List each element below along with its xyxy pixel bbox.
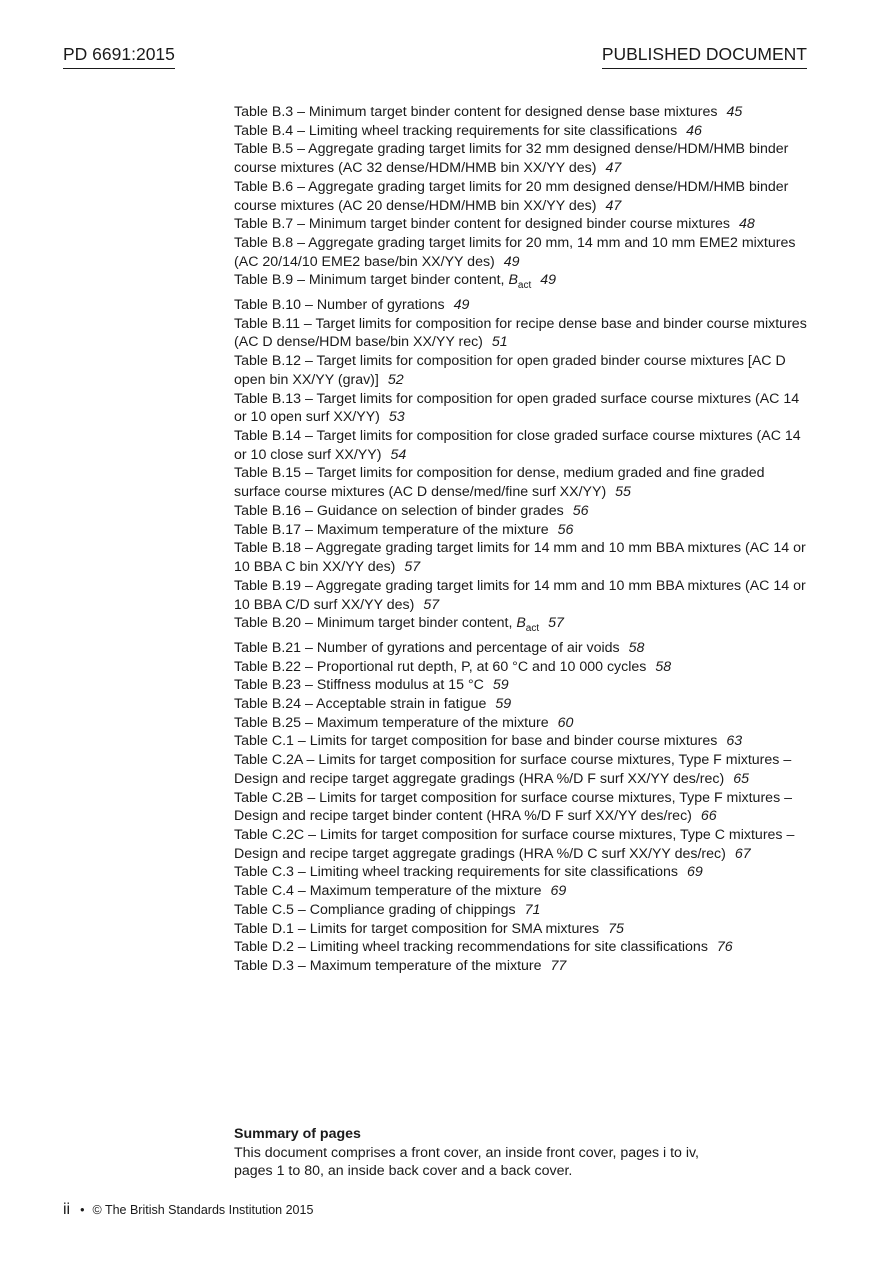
toc-entry-title: Table B.23 – Stiffness modulus at 15 °C bbox=[234, 677, 484, 694]
toc-page-number[interactable]: 67 bbox=[734, 845, 751, 862]
toc-entry-title: Table B.17 – Maximum temperature of the mixture bbox=[234, 521, 549, 538]
toc-page-number[interactable]: 53 bbox=[388, 409, 405, 426]
toc-entry[interactable] bbox=[234, 103, 814, 122]
toc-entry[interactable] bbox=[234, 789, 814, 826]
toc-page-number[interactable]: 57 bbox=[404, 559, 421, 576]
toc-entry-title: Table B.4 – Limiting wheel tracking requirements for site classifications bbox=[234, 122, 678, 139]
toc-entry-title: Table B.19 – Aggregate grading target limits for 14 mm and 10 mm BBA mixtures (AC 14 or 10 BBA C/D surf XX/YY des) bbox=[234, 577, 806, 613]
toc-page-number[interactable]: 51 bbox=[491, 334, 508, 351]
toc-page-number[interactable]: 71 bbox=[524, 901, 541, 918]
toc-entry-title: Table C.1 – Limits for target composition for base and binder course mixtures bbox=[234, 733, 718, 750]
toc-page-number[interactable]: 46 bbox=[686, 122, 702, 139]
table-of-contents-list bbox=[234, 103, 814, 976]
toc-entry-title: Table B.12 – Target limits for composition for open graded binder course mixtures [AC D open bin XX/YY (grav)] bbox=[234, 353, 786, 388]
toc-page-number[interactable]: 49 bbox=[453, 297, 470, 314]
toc-entry-title: Table C.2B – Limits for target composition for surface course mixtures, Type F mixtures – Design and recipe target binder content (HRA %/D F surf XX/YY des/rec) bbox=[234, 789, 792, 825]
toc-entry-title: Table C.4 – Maximum temperature of the mixture bbox=[234, 883, 542, 900]
toc-page-number[interactable]: 59 bbox=[492, 677, 509, 694]
toc-entry-title: Table B.13 – Target limits for composition for open graded surface course mixtures (AC 14 or 10 open surf XX/YY) bbox=[234, 390, 800, 426]
toc-entry-title: Table B.20 – Minimum target binder content, bbox=[234, 615, 517, 632]
toc-entry-title: Table C.2A – Limits for target composition for surface course mixtures, Type F mixtures – Design and recipe target aggregate gradings (HRA %/D F surf XX/YY des/rec) bbox=[234, 752, 792, 787]
toc-entry[interactable] bbox=[234, 521, 814, 540]
toc-entry[interactable] bbox=[234, 957, 814, 976]
toc-entry-title: Table B.25 – Maximum temperature of the mixture bbox=[234, 714, 549, 731]
toc-page-number[interactable]: 75 bbox=[608, 920, 624, 937]
toc-entry-title: Table B.3 – Minimum target binder content for designed dense base mixtures bbox=[234, 104, 718, 120]
toc-page-number[interactable]: 77 bbox=[550, 958, 567, 974]
toc-entry-title: Table B.5 – Aggregate grading target limits for 32 mm designed dense/HDM/HMB binder course mixtures (AC 32 dense/HDM/HMB bin XX/YY des) bbox=[234, 141, 789, 177]
toc-entry-title: Table B.14 – Target limits for composition for close graded surface course mixtures (AC 14 or 10 close surf XX/YY) bbox=[234, 428, 801, 463]
toc-entry-title: Table D.1 – Limits for target composition for SMA mixtures bbox=[234, 920, 600, 937]
toc-page-number[interactable]: 57 bbox=[423, 596, 440, 613]
toc-entry[interactable] bbox=[234, 732, 814, 751]
toc-entry[interactable] bbox=[234, 826, 814, 863]
toc-entry[interactable] bbox=[234, 577, 814, 614]
toc-entry-title: Table B.22 – Proportional rut depth, P, at 60 °C and 10 000 cycles bbox=[234, 658, 647, 675]
toc-entry-title: Table C.3 – Limiting wheel tracking requirements for site classifications bbox=[234, 864, 678, 881]
summary-of-pages bbox=[234, 1125, 794, 1181]
toc-page-number[interactable]: 52 bbox=[387, 371, 404, 388]
toc-entry-title: Table B.6 – Aggregate grading target limits for 20 mm designed dense/HDM/HMB binder course mixtures (AC 20 dense/HDM/HMB bin XX/YY des) bbox=[234, 178, 789, 214]
summary-line-2: pages 1 to 80, an inside back cover and a back cover. bbox=[234, 1163, 573, 1180]
toc-entry[interactable] bbox=[234, 464, 814, 501]
toc-page-number[interactable]: 54 bbox=[390, 446, 407, 463]
toc-page-number[interactable]: 56 bbox=[572, 502, 589, 519]
toc-entry[interactable] bbox=[234, 938, 814, 957]
toc-entry-title: Table B.15 – Target limits for composition for dense, medium graded and fine graded surface course mixtures (AC D dense/med/fine surf XX/YY) bbox=[234, 465, 765, 501]
toc-page-number[interactable]: 55 bbox=[615, 484, 631, 501]
toc-page-number[interactable]: 66 bbox=[700, 808, 717, 825]
toc-entry-title: Table B.24 – Acceptable strain in fatigue bbox=[234, 695, 487, 712]
binder-symbol: B bbox=[516, 615, 526, 632]
toc-page-number[interactable]: 59 bbox=[495, 695, 512, 712]
toc-entry[interactable] bbox=[234, 234, 814, 271]
toc-entry[interactable] bbox=[234, 271, 814, 296]
toc-page-number[interactable]: 63 bbox=[726, 733, 743, 750]
toc-page-number[interactable]: 57 bbox=[548, 615, 564, 632]
toc-page-number[interactable]: 45 bbox=[726, 104, 743, 120]
toc-entry[interactable] bbox=[234, 751, 814, 788]
toc-page-number[interactable]: 58 bbox=[628, 639, 645, 656]
toc-entry-title: Table D.2 – Limiting wheel tracking recommendations for site classifications bbox=[234, 939, 708, 956]
toc-entry[interactable] bbox=[234, 695, 814, 714]
toc-entry[interactable] bbox=[234, 427, 814, 464]
toc-page-number[interactable]: 47 bbox=[605, 197, 622, 214]
toc-page-number[interactable]: 48 bbox=[739, 216, 755, 233]
toc-entry-title: Table D.3 – Maximum temperature of the mixture bbox=[234, 958, 542, 974]
toc-entry-title: Table C.2C – Limits for target composition for surface course mixtures, Type C mixtures – Design and recipe target aggregate gradings (HRA %/D C surf XX/YY des/rec) bbox=[234, 826, 795, 862]
toc-entry[interactable] bbox=[234, 614, 814, 639]
binder-symbol: B bbox=[508, 272, 518, 289]
document-id: PD 6691:2015 bbox=[63, 44, 175, 69]
toc-page-number[interactable]: 49 bbox=[540, 272, 557, 289]
binder-symbol-subscript: act bbox=[525, 623, 540, 635]
page-footer bbox=[63, 1201, 313, 1219]
toc-entry[interactable] bbox=[234, 352, 814, 389]
toc-page-number[interactable]: 69 bbox=[550, 883, 567, 900]
footer-bullet: • bbox=[80, 1203, 85, 1217]
page-number: ii bbox=[63, 1201, 71, 1218]
toc-entry[interactable] bbox=[234, 882, 814, 901]
toc-entry-title: Table B.8 – Aggregate grading target limits for 20 mm, 14 mm and 10 mm EME2 mixtures (AC 20/14/10 EME2 base/bin XX/YY des) bbox=[234, 235, 796, 270]
toc-entry[interactable] bbox=[234, 714, 814, 733]
copyright-notice: © The British Standards Institution 2015 bbox=[92, 1203, 314, 1217]
toc-entry[interactable] bbox=[234, 539, 814, 576]
toc-page-number[interactable]: 65 bbox=[733, 770, 750, 787]
toc-page-number[interactable]: 69 bbox=[686, 864, 703, 881]
toc-entry[interactable] bbox=[234, 920, 814, 939]
summary-body bbox=[234, 1144, 794, 1181]
toc-entry[interactable] bbox=[234, 122, 814, 141]
toc-entry-title: Table B.9 – Minimum target binder content, bbox=[234, 272, 509, 289]
toc-page-number[interactable]: 47 bbox=[605, 160, 622, 177]
document-type: PUBLISHED DOCUMENT bbox=[602, 44, 807, 69]
summary-title: Summary of pages bbox=[234, 1126, 361, 1142]
toc-entry[interactable] bbox=[234, 676, 814, 695]
toc-entry[interactable] bbox=[234, 296, 814, 315]
toc-entry[interactable] bbox=[234, 178, 814, 215]
toc-page-number[interactable]: 76 bbox=[716, 939, 733, 956]
toc-page-number[interactable]: 49 bbox=[503, 253, 520, 270]
toc-entry-title: Table B.10 – Number of gyrations bbox=[234, 297, 445, 314]
toc-entry-title: Table B.11 – Target limits for composition for recipe dense base and binder course mixtures (AC D dense/HDM base/bin XX/YY rec) bbox=[234, 315, 807, 351]
toc-entry[interactable] bbox=[234, 315, 814, 352]
toc-entry-title: Table B.21 – Number of gyrations and percentage of air voids bbox=[234, 639, 620, 656]
toc-entry[interactable] bbox=[234, 390, 814, 427]
toc-entry[interactable] bbox=[234, 901, 814, 920]
toc-page-number[interactable]: 58 bbox=[655, 658, 672, 675]
toc-entry[interactable] bbox=[234, 502, 814, 521]
toc-entry[interactable] bbox=[234, 863, 814, 882]
toc-entry[interactable] bbox=[234, 658, 814, 677]
toc-page-number[interactable]: 56 bbox=[557, 521, 574, 538]
toc-entry[interactable] bbox=[234, 215, 814, 234]
toc-entry-title: Table B.16 – Guidance on selection of binder grades bbox=[234, 502, 564, 519]
toc-entry-title: Table C.5 – Compliance grading of chippings bbox=[234, 901, 516, 918]
toc-entry[interactable] bbox=[234, 639, 814, 658]
toc-entry[interactable] bbox=[234, 140, 814, 177]
binder-symbol-subscript: act bbox=[517, 280, 532, 292]
toc-page-number[interactable]: 60 bbox=[557, 714, 574, 731]
summary-line-1: This document comprises a front cover, an inside front cover, pages i to iv, bbox=[234, 1144, 699, 1161]
toc-entry-title: Table B.7 – Minimum target binder content for designed binder course mixtures bbox=[234, 216, 731, 233]
toc-entry-title: Table B.18 – Aggregate grading target limits for 14 mm and 10 mm BBA mixtures (AC 14 or 10 BBA C bin XX/YY des) bbox=[234, 540, 806, 576]
